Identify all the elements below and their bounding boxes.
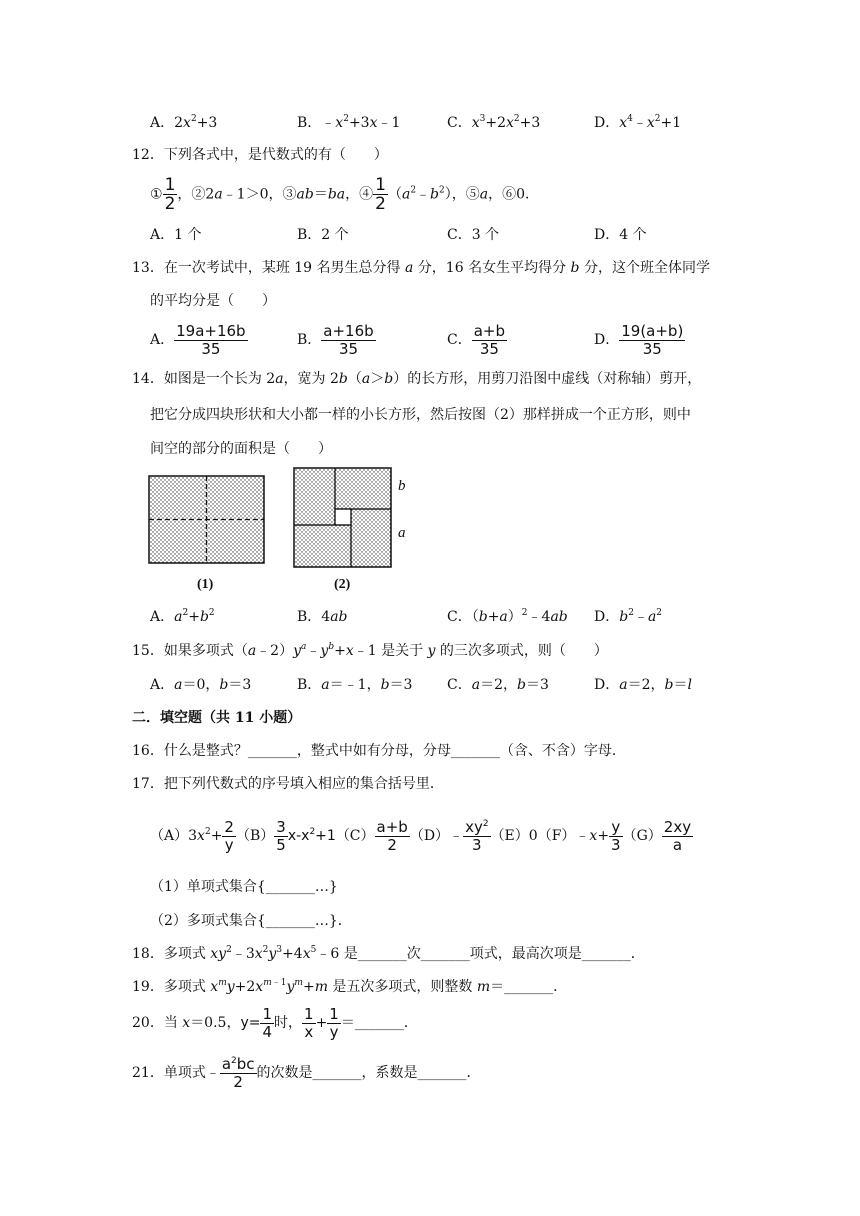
q17-sub-2: （2）多项式集合{_______…}． bbox=[150, 913, 352, 929]
q18-text: 18．多项式 $xy^2﹣3x^2y^3+4x^5﹣6$ 是_______次_______项式，最高次项是_______． bbox=[132, 945, 645, 962]
q17-sub-1: （1）单项式集合{_______…} bbox=[150, 879, 338, 895]
figure-1-rectangle bbox=[148, 475, 266, 565]
q12-expressions: ① $\frac{1}{2}$ ，②2a﹣1＞0，③ab＝ba，④ $\frac{1}{2}$ $(a^2﹣b^2)$，⑤a，⑥0． bbox=[150, 175, 540, 214]
q12-option-d: D．4 个 bbox=[594, 227, 647, 243]
figure-2-square bbox=[293, 467, 393, 569]
figure-2-caption: (2) bbox=[334, 577, 351, 592]
figure-2-label-a: a bbox=[398, 525, 406, 541]
q19-text: 19．多项式 $x^my+2x^{m﹣1}y^m+m$ 是五次多项式，则整数 m＝_______． bbox=[132, 978, 568, 995]
q14-option-d: D．$b^2﹣a^2$ bbox=[594, 608, 663, 625]
section-2-title: 二．填空题（共 11 小题） bbox=[132, 710, 302, 726]
q13-option-c: C． $\frac{a+b}{35}$ bbox=[447, 321, 506, 358]
q13-stem: 13．在一次考试中，某班 19 名男生总分得 a 分，16 名女生平均得分 b 分，这个班全体同学 bbox=[132, 260, 710, 276]
q17-stem: 17．把下列代数式的序号填入相应的集合括号里． bbox=[132, 776, 444, 792]
figure-2-label-b: b bbox=[398, 478, 406, 494]
q13-stem-cont: 的平均分是（ ） bbox=[150, 293, 276, 309]
q11-option-a: A．$2x^2+3$ bbox=[150, 114, 218, 131]
q14-stem-2: 把它分成四块形状和大小都一样的小长方形，然后按图（2）那样拼成一个正方形，则中 bbox=[150, 407, 691, 423]
q17-expressions: $(A)3x^2+$ $\frac{2}{y}$ （B） $\frac{3}{5}$ $x-x^2+1(C)$ $\frac{a+b}{2}$ （D）﹣ $\frac{xy^2}{3}$ （E）0（F）﹣x+ $\frac{y}{3}$ （G） $\frac{2xy}{a}$ bbox=[150, 817, 692, 854]
q16-text: 16．什么是整式？_______，整式中如有分母，分母_______（含、不含）字母． bbox=[132, 743, 626, 759]
q13-option-a: A． $\frac{19a+16b}{35}$ bbox=[150, 321, 246, 358]
q13-option-b: B． $\frac{a+16b}{35}$ bbox=[297, 321, 374, 358]
q12-option-c: C．3 个 bbox=[447, 227, 500, 243]
q12-option-a: A．1 个 bbox=[150, 227, 202, 243]
q14-stem-3: 间空的部分的面积是（ ） bbox=[150, 441, 332, 457]
q11-option-d: D．$x^4﹣x^2+1$ bbox=[594, 114, 682, 131]
q20-text: 20．当 x＝0.5，y= $\frac{1}{4}$ 时， $\frac{1}{x}$ + $\frac{1}{y}$ ＝_______． bbox=[132, 1004, 418, 1041]
q12-stem: 12．下列各式中，是代数式的有（ ） bbox=[132, 147, 388, 163]
q14-option-a: A．$a^2+b^2$ bbox=[150, 608, 215, 625]
q15-option-d: D．a＝2，b＝l bbox=[594, 677, 692, 693]
q12-option-b: B．2 个 bbox=[297, 227, 349, 243]
q14-option-c: C．$(b+a)^2﹣4ab$ bbox=[447, 608, 568, 625]
q15-option-b: B．a＝﹣1，b＝3 bbox=[297, 677, 413, 693]
q15-option-a: A．a＝0，b＝3 bbox=[150, 677, 252, 693]
figure-1-caption: (1) bbox=[197, 577, 214, 592]
q15-option-c: C．a＝2，b＝3 bbox=[447, 677, 549, 693]
q14-option-b: B．4ab bbox=[297, 609, 348, 625]
q13-option-d: D． $\frac{19(a+b)}{35}$ bbox=[594, 321, 684, 358]
q15-stem: 15．如果多项式$(a﹣2)y^a﹣y^b+x﹣1$ 是关于 y 的三次多项式，则（ ） bbox=[132, 642, 608, 659]
q21-text: 21．单项式﹣ $\frac{a^2bc}{2}$ 的次数是_______，系数是_______． bbox=[132, 1054, 481, 1091]
q11-option-c: C．$x^3+2x^2+3$ bbox=[447, 114, 541, 131]
q11-option-b: B．$﹣x^2+3x﹣1$ bbox=[297, 114, 401, 131]
q14-stem-1: 14．如图是一个长为 2a，宽为 2b（a＞b）的长方形，用剪刀沿图中虚线（对称轴）剪开， bbox=[132, 371, 702, 387]
